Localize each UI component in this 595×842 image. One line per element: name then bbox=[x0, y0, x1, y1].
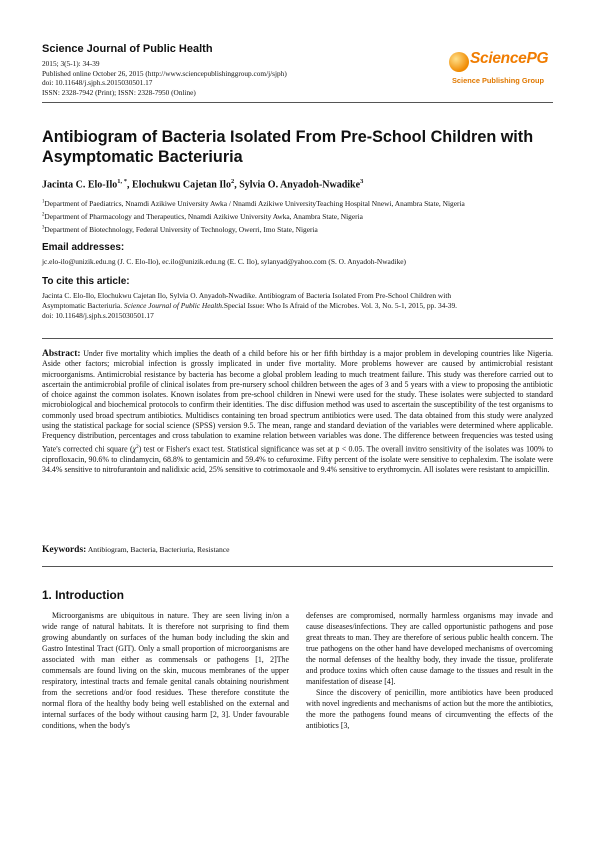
meta-issue: 2015; 3(5-1): 34-39 bbox=[42, 59, 100, 68]
keywords-text: Antibiogram, Bacteria, Bacteriuria, Resistance bbox=[87, 545, 230, 554]
abstract-divider bbox=[42, 338, 553, 339]
intro-paragraph-2: Since the discovery of penicillin, more antibiotics have been produced with novel ingredients and mechanisms of action but the more the antibiotics, the more the pathogens found means of circumventing the effects of the antibiotics [3, bbox=[306, 688, 553, 731]
intro-paragraph-1: Microorganisms are ubiquitous in nature. They are seen living in/on a wide range of natural habitats. It is therefore not surprising to find them growing abundantly on surfaces of the human body including the skin and Gastro Intestinal Tract (GIT). Only a small proportion of microorganisms are associated with man either as commensals or pathogens [1, 2]The commensals are found living on the skin, mucous membranes of the upper respiratory, intestinal tracts and female genital canals obtaining nourishment from the secretions and/or food residues. These therefore constitute the normal flora of the healthy body being well established on the external and internal surfaces of the body without causing harm [2, 3]. Under favourable conditions, when the body's bbox=[42, 611, 289, 731]
meta-doi: doi: 10.11648/j.sjph.s.2015030501.17 bbox=[42, 78, 153, 88]
cite-heading: To cite this article: bbox=[42, 276, 130, 287]
journal-title: Science Journal of Public Health bbox=[42, 43, 213, 55]
citation-line-1: Jacinta C. Elo-Ilo, Elochukwu Cajetan Ilo, Sylvia O. Anyadoh-Nwadike. Antibiogram of Bacteria Isolated From Pre-School Children with bbox=[42, 291, 452, 300]
chi-exponent: 2 bbox=[136, 443, 139, 450]
intro-paragraph-1-cont: defenses are compromised, normally harmless organisms may invade and cause diseases/infections. They are called opportunistic pathogens and pose great threats to man. They are therefore of serious public health concern. The true pathogens on the other hand have developed mechanisms of overcoming the normal defenses of the healthy body, they invade the tissue, proliferate and produce toxins which often cause damage to the tissues and result in the manifestation of disease [4]. bbox=[306, 611, 553, 687]
citation-doi: doi: 10.11648/j.sjph.s.2015030501.17 bbox=[42, 311, 154, 321]
email-addresses: jc.elo-ilo@unizik.edu.ng (J. C. Elo-Ilo), ec.ilo@unizik.edu.ng (E. C. Ilo), sylanyad@yahoo.com (S. O. Anyadoh-Nwadike) bbox=[42, 257, 407, 266]
logo-badge-icon bbox=[449, 52, 469, 72]
logo-name: SciencePG bbox=[470, 50, 549, 67]
section-heading-introduction: 1. Introduction bbox=[42, 588, 124, 602]
affiliation-3: $^3$Department of Biotechnology, Federal University of Technology, Owerri, Imo State, Nigeria bbox=[42, 225, 318, 234]
chi-symbol: χ bbox=[132, 444, 137, 454]
meta-published: Published online October 26, 2015 (http://www.sciencepublishinggroup.com/j/sjph) bbox=[42, 68, 287, 78]
author-1-affil: 1, * bbox=[117, 178, 128, 185]
publisher-logo bbox=[449, 50, 553, 96]
author-1: Jacinta C. Elo-Ilo bbox=[42, 179, 118, 191]
citation-line-2: Asymptomatic Bacteriuria. Science Journal of Public Health.Special Issue: Who Is Afraid of the Microbes. Vol. 3, No. 5-1, 2015, pp. 34-39. bbox=[42, 301, 458, 311]
citation-journal: Science Journal of Public Health. bbox=[123, 301, 224, 311]
body-column-left bbox=[42, 610, 289, 732]
author-3-affil: 3 bbox=[360, 178, 364, 185]
logo-subtitle: Science Publishing Group bbox=[452, 76, 544, 85]
email-heading: Email addresses: bbox=[42, 242, 125, 253]
article-title: Antibiogram of Bacteria Isolated From Pre-School Children with Asymptomatic Bacteriuria bbox=[42, 128, 534, 166]
author-2-affil: 2 bbox=[230, 178, 235, 185]
journal-meta bbox=[42, 59, 287, 97]
abstract-label: Abstract: bbox=[42, 349, 81, 359]
abstract bbox=[42, 349, 553, 475]
author-2: Elochukwu Cajetan Ilo bbox=[132, 179, 231, 191]
keywords bbox=[42, 545, 553, 555]
body-column-right bbox=[306, 610, 553, 732]
abstract-text-a: Under five mortality which implies the death of a child before his or her fifth birthday is a major problem in developing countries like Nigeria. Aside other factors; microbial infection is grossly implicated in under five mortality. More problems however are caused by antimicrobial resistant microorganisms. Antimicrobial resistance by bacteria has become a global problem leading to much treatment failure. This study was therefore carried out to ascertain the antimicrobial profile of clinical isolates from pre-nursery school children between the ages of 3 and 5 years with a view to proposing the antibiotic of choice against the common isolates. Known isolates from pre-school children in Nnewi were used for the study. These isolates were subjected to standard microbiological and biochemical protocols to confirm their identities. The disc diffusion method was used to ascertain the susceptibility of the test organisms to commonly used broad spectrum antibiotics. Multidiscs containing ten broad spectrum antibiotics were used. The data obtained from this study were analyzed using the statistical package for social science (SPSS) version 9.5. The mean, range and standard deviation of the variables were determined where applicable. Frequency distribution, percentages and cross tabulation to examine relation between variables was done. The difference between frequencies was tested using Yate's corrected chi square ( bbox=[42, 349, 554, 454]
keywords-label: Keywords: bbox=[42, 545, 87, 555]
author-list: Jacinta C. Elo-Ilo$^{1, *}$, Elochukwu Cajetan Ilo$^2$, Sylvia O. Anyadoh-Nwadike$^3$ bbox=[42, 178, 364, 191]
abstract-text-b: ) test or Fisher's exact test. Statistical significance was set at p < 0.05. The overall invitro sensitivity of the isolates was 100% to ciprofloxacin, 90.6% to clindamycin, 68.8% to gentamicin and 59.4% to cefuroxime. Fifty percent of the isolate were sensitive to cephalexim. The isolate were 34.4% sensitive to nitrofurantoin and nalidixic acid, 25% sensitive to cotrimoxaole and 9.4% sensitive to erythromycin. All isolates were resistant to ampicillin. bbox=[42, 444, 553, 474]
keywords-divider bbox=[42, 566, 553, 567]
header-divider bbox=[42, 102, 553, 103]
affiliation-1: $^1$Department of Paediatrics, Nnamdi Azikiwe University Awka / Nnamdi Azikiwe UniversityTeaching Hospital Nnewi, Anambra State, Nigeria bbox=[42, 199, 465, 208]
author-3: Sylvia O. Anyadoh-Nwadike bbox=[239, 179, 361, 191]
affiliation-2: $^2$Department of Pharmacology and Therapeutics, Nnamdi Azikiwe University Awka, Anambra State, Nigeria bbox=[42, 212, 363, 221]
citation bbox=[42, 291, 557, 322]
meta-issn: ISSN: 2328-7942 (Print); ISSN: 2328-7950 (Online) bbox=[42, 87, 196, 97]
